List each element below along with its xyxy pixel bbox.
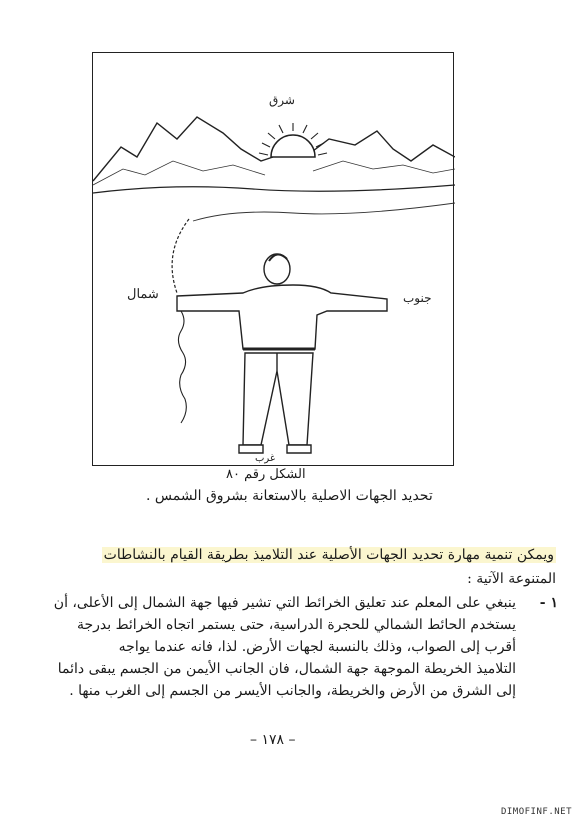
land-line (193, 203, 455, 221)
label-east: شرق (269, 93, 295, 107)
list-item-line: أقرب إلى الصواب، وذلك بالنسبة لجهات الأرض. لذا، فانه عندما يواجه (118, 639, 516, 655)
intro-paragraph-line-1 (36, 544, 556, 566)
label-south: جنوب (403, 291, 432, 305)
horizon-line (93, 185, 455, 193)
list-item-line: يستخدم الحائط الشمالي للحجرة الدراسية، حتى يستمر اتجاه الخرائط بدرجة (76, 617, 516, 633)
list-item-number: ١ - (539, 595, 558, 611)
mountain-left-outline (93, 117, 273, 181)
intro-paragraph-line-2: المتنوعة الآتية : (467, 571, 556, 587)
list-item-text (38, 592, 516, 702)
figure-caption-title: تحديد الجهات الاصلية بالاستعانة بشروق الشمس . (146, 488, 433, 504)
road-curve (178, 311, 186, 423)
rising-sun-icon (259, 123, 327, 157)
watermark: DIMOFINF.NET (500, 807, 572, 817)
label-west: غرب (255, 453, 276, 464)
figure-illustration (92, 52, 454, 466)
list-item-line: ينبغي على المعلم عند تعليق الخرائط التي تشير فيها جهة الشمال إلى الأعلى، أن (53, 595, 516, 611)
mountain-left-inner (93, 161, 265, 185)
figure-drawing (93, 53, 455, 467)
road-edge (172, 219, 189, 293)
highlighted-text: ويمكن تنمية مهارة تحديد الجهات الأصلية عند التلاميذ بطريقة القيام بالنشاطات (103, 547, 554, 563)
page-number: – ١٧٨ – (250, 732, 296, 748)
standing-person-figure (177, 254, 387, 453)
list-item-line: إلى الشرق من الأرض والخريطة، والجانب الأيسر من الجسم إلى الغرب منها . (69, 683, 516, 699)
figure-caption-number: الشكل رقم ٨٠ (226, 467, 306, 482)
mountain-right-outline (305, 131, 455, 161)
label-north: شمال (127, 287, 159, 302)
mountain-right-inner (313, 161, 455, 173)
list-item-line: التلاميذ الخريطة الموجهة جهة الشمال، فان الجانب الأيمن من الجسم يبقى دائما (57, 661, 516, 677)
